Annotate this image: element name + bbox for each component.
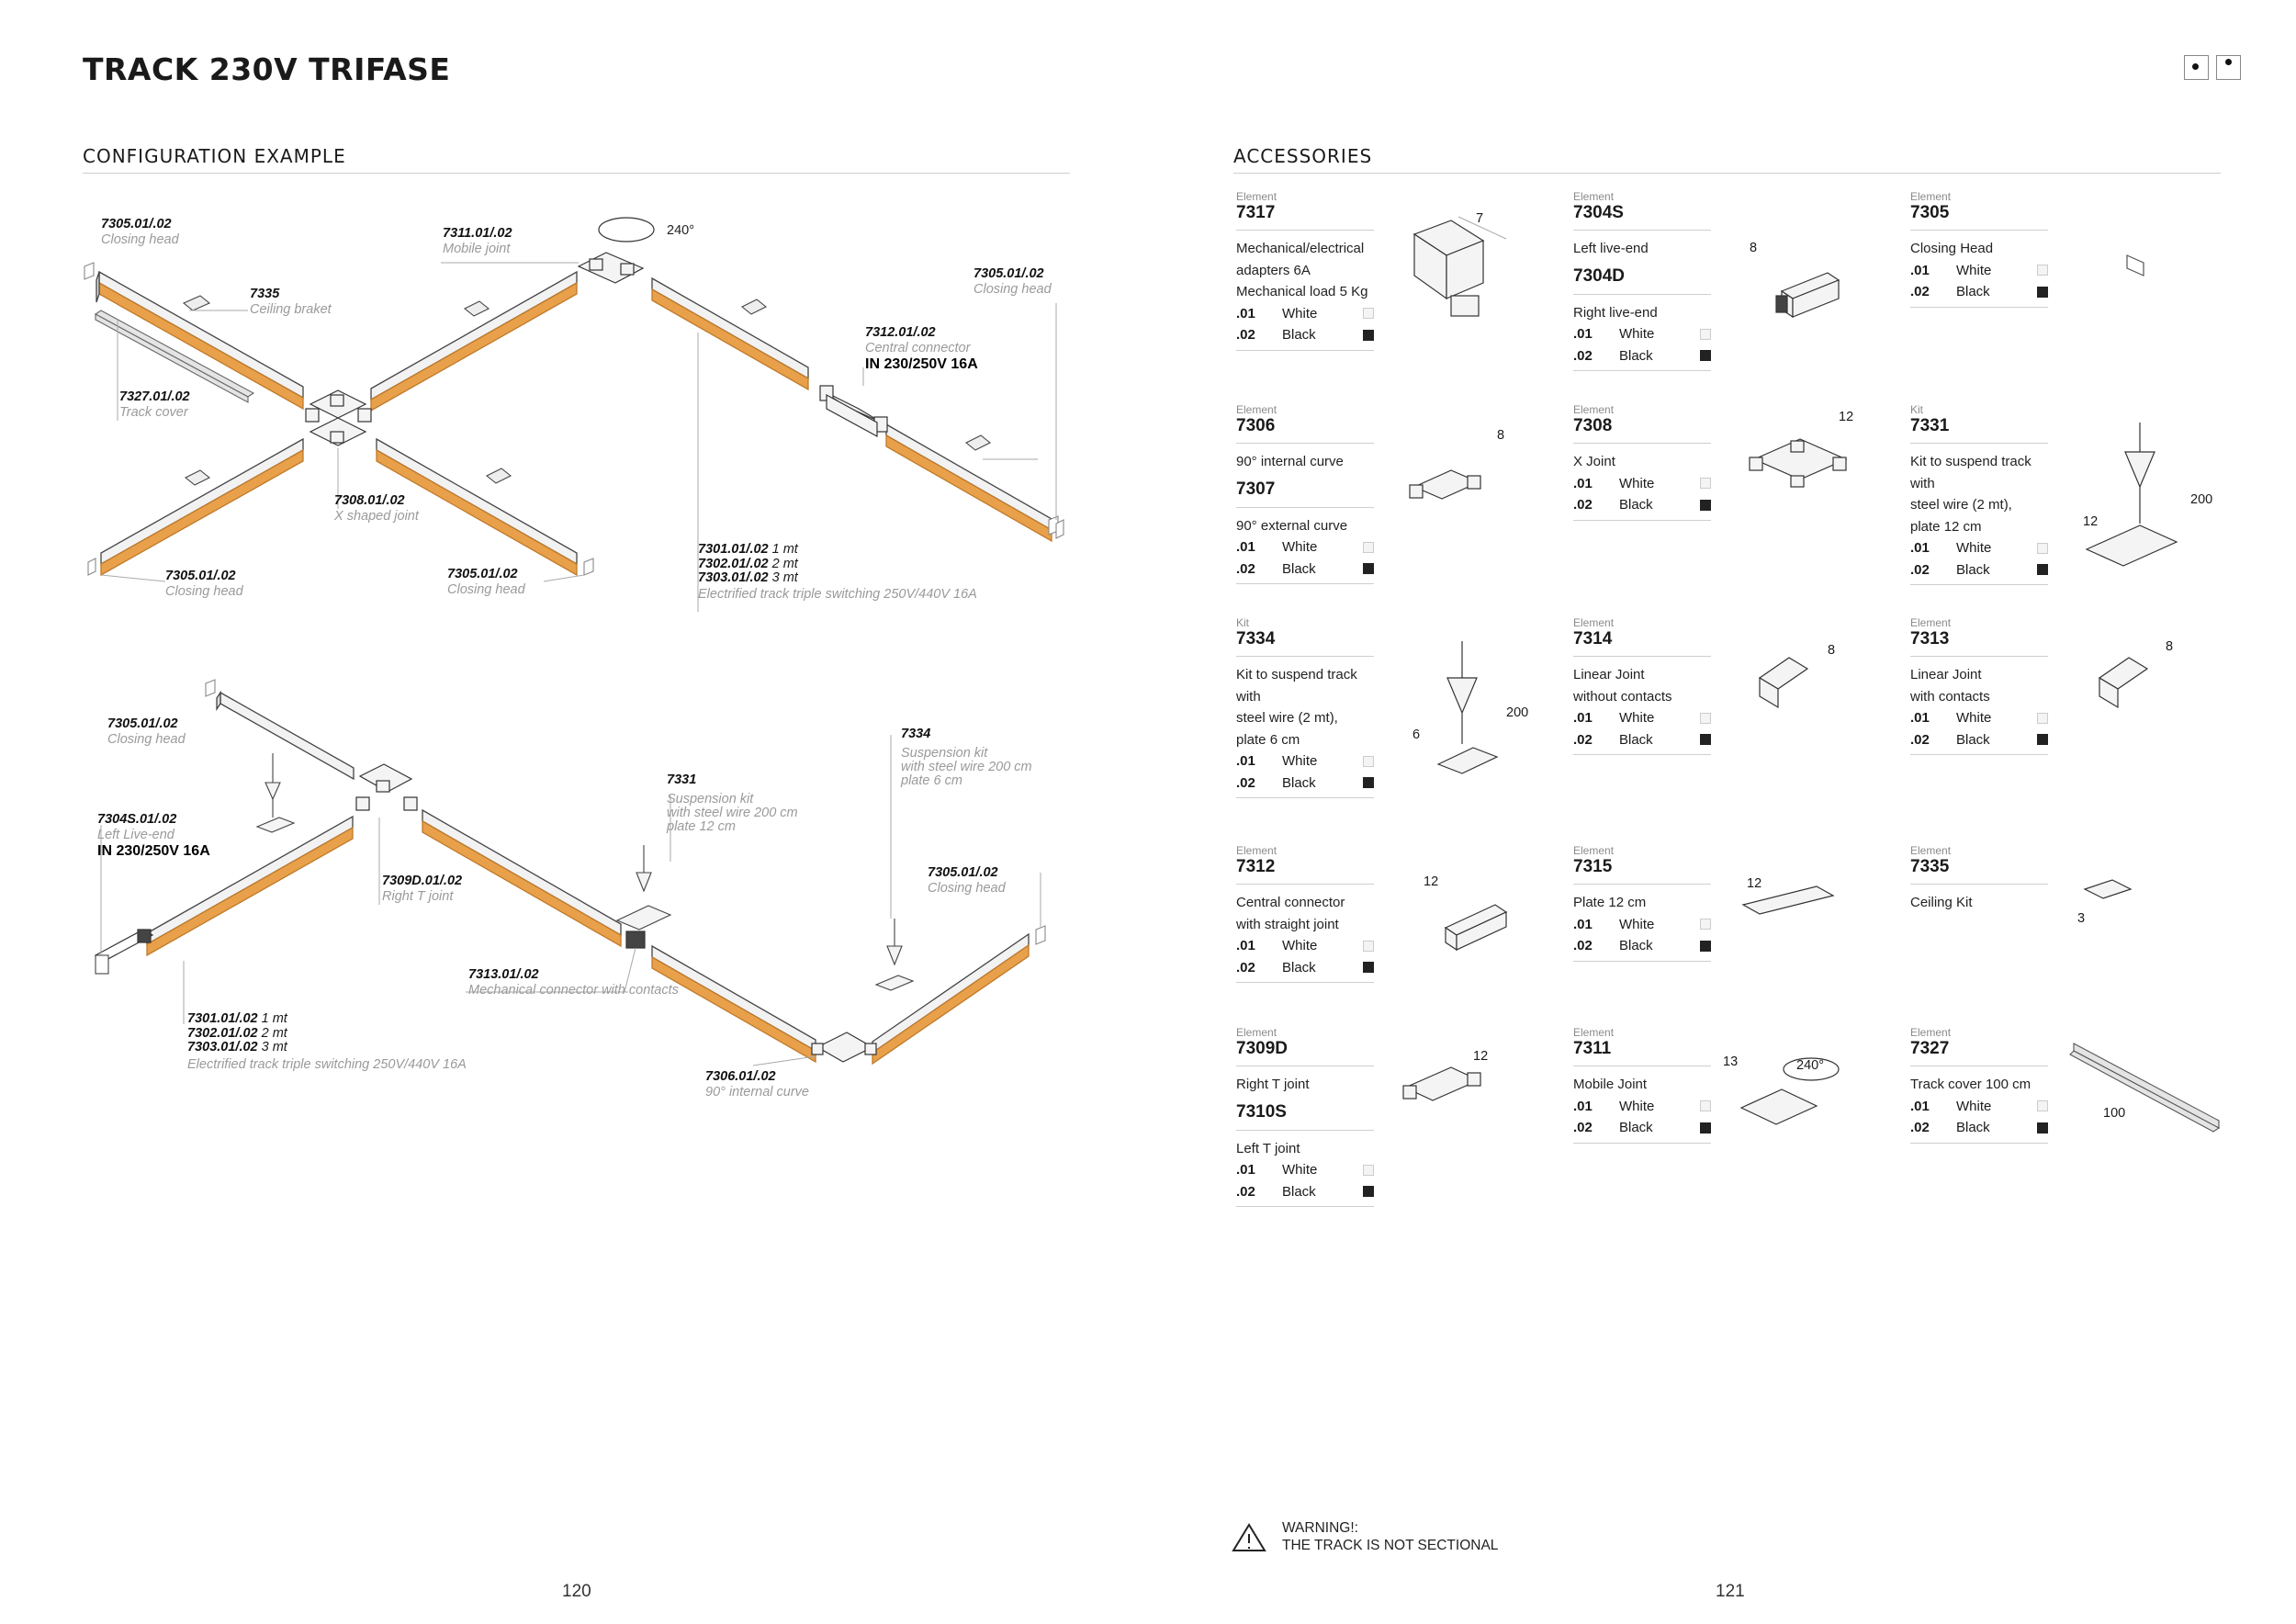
accessory-7331	[1910, 404, 2048, 592]
color-swatch	[1363, 777, 1374, 788]
label-closing-head: 7305.01/.02 Closing head	[447, 567, 525, 597]
leader-lines	[101, 263, 1056, 1066]
accessory-desc: Kit to suspend track	[1236, 667, 1357, 682]
variant-black: .02 Black	[1910, 281, 2048, 303]
label-closing-head: 7305.01/.02 Closing head	[101, 217, 179, 247]
page-number-right: 121	[1716, 1582, 1745, 1601]
accessory-desc: Plate 12 cm	[1573, 895, 1647, 910]
variant-white: .01 White	[1573, 1096, 1711, 1118]
accessory-kind: Element	[1573, 403, 1615, 416]
accessory-desc: Linear Joint	[1910, 667, 1982, 682]
accessory-kind: Element	[1910, 844, 1952, 857]
variant-black: .02 Black	[1236, 957, 1374, 979]
color-swatch	[2037, 713, 2048, 724]
curve-illustration	[1410, 470, 1480, 499]
dimension-label: 8	[1828, 643, 1836, 658]
accessory-desc: adapters 6A	[1236, 262, 1311, 278]
accessory-desc: steel wire (2 mt),	[1910, 497, 2012, 513]
mobile-joint-illustration	[1741, 1058, 1839, 1124]
label-central-connector: 7312.01/.02 Central connector IN 230/250V 16A	[865, 325, 978, 372]
section-accessories: ACCESSORIES	[1233, 145, 1373, 167]
color-swatch	[1700, 1122, 1711, 1133]
accessory-desc: Closing Head	[1910, 241, 1994, 256]
label-closing-head: 7305.01/.02 Closing head	[107, 716, 186, 747]
color-swatch	[1363, 1165, 1374, 1176]
accessory-desc: without contacts	[1573, 688, 1672, 705]
accessory-desc: Left T joint	[1236, 1140, 1300, 1156]
accessory-desc: 90° external curve	[1236, 517, 1348, 534]
accessory-7308	[1573, 404, 1711, 528]
mobile-joint	[579, 218, 654, 283]
color-swatch	[1700, 329, 1711, 340]
color-swatch	[2037, 287, 2048, 298]
track-segment	[652, 278, 808, 389]
variant-white: .01 White	[1910, 260, 2048, 282]
accessory-desc: plate 6 cm	[1236, 731, 1300, 748]
accessory-7327	[1910, 1027, 2048, 1151]
label-electrified-track: 7301.01/.02 1 mt 7302.01/.02 2 mt 7303.01/.02 3 mt Electrified track triple switching 250V/440V 16A	[698, 542, 977, 602]
label-track-cover: 7327.01/.02 Track cover	[119, 389, 190, 420]
accessory-7313	[1910, 617, 2048, 762]
accessory-code: 7334	[1236, 629, 1276, 648]
dimension-label: 100	[2103, 1106, 2126, 1121]
accessory-desc: Mobile Joint	[1573, 1077, 1648, 1092]
accessory-desc: with	[1910, 475, 1935, 491]
accessory-code: 7309D	[1236, 1039, 1288, 1058]
linear-joint	[626, 931, 645, 948]
x-joint	[306, 390, 371, 445]
label-closing-head: 7305.01/.02 Closing head	[974, 266, 1052, 297]
accessory-code: 7331	[1910, 416, 1950, 435]
accessory-code: 7305	[1910, 203, 1950, 222]
variant-black: .02 Black	[1573, 1117, 1711, 1139]
color-swatch	[1363, 563, 1374, 574]
t-joint	[356, 764, 417, 810]
color-swatch	[2037, 1100, 2048, 1111]
accessory-7306	[1236, 404, 1374, 592]
variant-black: .02 Black	[1573, 729, 1711, 751]
dimension-label: 12	[2083, 514, 2099, 529]
accessory-desc: Track cover 100 cm	[1910, 1077, 2032, 1092]
accessory-code: 7304D	[1573, 265, 1625, 286]
accessory-kind: Element	[1573, 1026, 1615, 1039]
variant-white: .01 White	[1910, 707, 2048, 729]
accessory-desc: with straight joint	[1236, 916, 1339, 932]
dimension-label: 13	[1723, 1054, 1739, 1069]
t-joint-illustration	[1403, 1067, 1480, 1100]
corner-joint	[812, 1032, 876, 1062]
label-closing-head: 7305.01/.02 Closing head	[928, 865, 1006, 896]
dimension-label: 12	[1747, 876, 1762, 891]
variant-white: .01 White	[1236, 303, 1374, 325]
adapter-illustration	[1414, 217, 1506, 316]
color-swatch	[2037, 543, 2048, 554]
accessory-desc: Left live-end	[1573, 241, 1649, 256]
variant-black: .02 Black	[1236, 324, 1374, 346]
label-x-joint: 7308.01/.02 X shaped joint	[334, 493, 419, 524]
color-swatch	[1363, 330, 1374, 341]
dimension-label: 200	[2190, 492, 2213, 507]
accessory-desc: Right live-end	[1573, 304, 1658, 321]
accessory-code: 7312	[1236, 857, 1276, 876]
accessory-kind: Element	[1910, 616, 1952, 629]
accessory-kind: Element	[1910, 190, 1952, 203]
color-swatch	[1700, 919, 1711, 930]
label-suspension-kit-7331: 7331 Suspension kit with steel wire 200 cm plate 12 cm	[667, 773, 798, 834]
accessory-code: 7335	[1910, 857, 1950, 876]
accessory-7314	[1573, 617, 1711, 762]
label-left-live-end: 7304S.01/.02 Left Live-end IN 230/250V 16A	[97, 812, 210, 859]
accessory-code: 7308	[1573, 416, 1613, 435]
label-electrified-track: 7301.01/.02 1 mt 7302.01/.02 2 mt 7303.01/.02 3 mt Electrified track triple switching 250V/440V 16A	[187, 1011, 467, 1072]
accessory-7312	[1236, 845, 1374, 990]
page-title: TRACK 230V TRIFASE	[83, 51, 451, 87]
dimension-label: 8	[2166, 639, 2174, 654]
accessory-kind: Element	[1236, 844, 1277, 857]
variant-black: .02 Black	[1236, 1181, 1374, 1203]
color-swatch	[1700, 713, 1711, 724]
variant-white: .01 White	[1910, 1096, 2048, 1118]
accessory-desc: 90° internal curve	[1236, 454, 1344, 469]
variant-white: .01 White	[1573, 323, 1711, 345]
dimension-label: 12	[1839, 410, 1854, 424]
variant-black: .02 Black	[1910, 559, 2048, 581]
central-connector-illustration	[1446, 905, 1506, 950]
accessory-kind: Element	[1236, 190, 1277, 203]
warning-icon	[1233, 1525, 1265, 1551]
accessory-desc: steel wire (2 mt),	[1236, 710, 1338, 726]
accessory-kind: Element	[1573, 844, 1615, 857]
accessory-code: 7306	[1236, 416, 1276, 435]
color-swatch	[1700, 941, 1711, 952]
variant-white: .01 White	[1573, 707, 1711, 729]
track-segment	[101, 439, 303, 575]
accessory-code: 7314	[1573, 629, 1613, 648]
accessory-7335	[1910, 845, 2048, 914]
accessory-7309	[1236, 1027, 1374, 1214]
accessory-7304	[1573, 191, 1711, 378]
variant-black: .02 Black	[1236, 558, 1374, 581]
accessory-desc: Kit to suspend track	[1910, 454, 2032, 469]
track-segment	[217, 693, 354, 779]
accessory-code: 7311	[1573, 1039, 1612, 1058]
variant-white: .01 White	[1236, 536, 1374, 558]
label-right-t-joint: 7309D.01/.02 Right T joint	[382, 874, 463, 904]
color-swatch	[2037, 265, 2048, 276]
color-swatch	[1700, 350, 1711, 361]
dimension-label: 8	[1497, 428, 1505, 443]
color-swatch	[2037, 1122, 2048, 1133]
accessory-desc: plate 12 cm	[1910, 518, 1982, 535]
accessory-code: 7304S	[1573, 203, 1624, 222]
variant-white: .01 White	[1236, 750, 1374, 773]
color-swatch	[2037, 564, 2048, 575]
track-segment	[371, 272, 577, 411]
color-swatch	[1700, 478, 1711, 489]
suspension-kit	[257, 753, 913, 990]
live-end	[96, 930, 152, 974]
track-segment	[652, 946, 816, 1062]
dimension-label: 12	[1473, 1049, 1489, 1064]
accessory-desc: Mechanical load 5 Kg	[1236, 284, 1368, 299]
ceiling-bracket	[184, 296, 990, 485]
angle-label: 240°	[1796, 1058, 1824, 1073]
dimension-label: 12	[1424, 874, 1439, 889]
color-swatch	[1700, 500, 1711, 511]
color-swatch	[2037, 734, 2048, 745]
accessory-code: 7310S	[1236, 1101, 1287, 1122]
variant-white: .01 White	[1236, 1159, 1374, 1181]
color-swatch	[1363, 941, 1374, 952]
accessory-kind: Kit	[1910, 403, 1924, 416]
accessory-code: 7313	[1910, 629, 1950, 648]
color-swatch	[1700, 1100, 1711, 1111]
dimension-label: 6	[1412, 727, 1421, 742]
section-configuration: CONFIGURATION EXAMPLE	[83, 145, 346, 167]
label-ceiling-bracket: 7335 Ceiling braket	[250, 287, 332, 317]
accessory-code: 7307	[1236, 479, 1276, 499]
accessory-code: 7327	[1910, 1039, 1950, 1058]
label-suspension-kit-7334: 7334 Suspension kit with steel wire 200 cm plate 6 cm	[901, 727, 1032, 788]
accessory-7334	[1236, 617, 1374, 806]
accessory-desc: Ceiling Kit	[1910, 895, 1973, 910]
accessory-desc: Central connector	[1236, 895, 1345, 910]
label-closing-head: 7305.01/.02 Closing head	[165, 569, 243, 599]
dimension-label: 8	[1750, 241, 1758, 255]
closing-head	[206, 680, 1045, 944]
accessory-kind: Element	[1910, 1026, 1952, 1039]
warning-text: WARNING!: THE TRACK IS NOT SECTIONAL	[1282, 1520, 1499, 1553]
ceiling-kit-illustration	[2085, 880, 2131, 898]
variant-black: .02 Black	[1910, 729, 2048, 751]
closing-head-illustration	[2127, 255, 2144, 276]
accessory-kind: Element	[1236, 403, 1277, 416]
track-cover-illustration	[2070, 1043, 2219, 1132]
variant-black: .02 Black	[1236, 773, 1374, 795]
color-swatch	[1363, 308, 1374, 319]
accessory-desc: with	[1236, 688, 1261, 705]
closing-head	[84, 263, 1064, 575]
dimension-label: 7	[1476, 211, 1484, 226]
accessory-kind: Element	[1573, 616, 1615, 629]
accessory-desc: X Joint	[1573, 454, 1615, 469]
accessory-7315	[1573, 845, 1711, 969]
accessory-7311	[1573, 1027, 1711, 1151]
label-internal-curve: 7306.01/.02 90° internal curve	[705, 1069, 809, 1100]
accessory-7305	[1910, 191, 2048, 315]
label-mobile-joint: 7311.01/.02 Mobile joint	[443, 226, 512, 256]
accessory-7317	[1236, 191, 1374, 358]
variant-white: .01 White	[1236, 935, 1374, 957]
central-connector	[820, 386, 887, 436]
accessory-code: 7317	[1236, 203, 1276, 222]
label-angle: 240°	[667, 223, 694, 238]
live-end-illustration	[1776, 273, 1839, 317]
color-swatch	[1363, 962, 1374, 973]
accessory-kind: Element	[1236, 1026, 1277, 1039]
accessory-desc: Linear Joint	[1573, 667, 1645, 682]
accessory-kind: Element	[1573, 190, 1615, 203]
variant-white: .01 White	[1910, 537, 2048, 559]
dimension-label: 200	[1506, 705, 1529, 720]
variant-black: .02 Black	[1573, 935, 1711, 957]
variant-black: .02 Black	[1573, 345, 1711, 367]
variant-black: .02 Black	[1573, 494, 1711, 516]
x-joint-illustration	[1750, 439, 1846, 487]
page-number-left: 120	[562, 1582, 591, 1601]
accessory-desc: Right T joint	[1236, 1077, 1310, 1092]
accessory-code: 7315	[1573, 857, 1613, 876]
color-swatch	[1700, 734, 1711, 745]
variant-black: .02 Black	[1910, 1117, 2048, 1139]
dimension-label: 3	[2077, 911, 2086, 926]
label-mechanical-connector: 7313.01/.02 Mechanical connector with contacts	[468, 967, 679, 998]
accessory-desc: with contacts	[1910, 688, 1990, 705]
color-swatch	[1363, 542, 1374, 553]
color-swatch	[1363, 756, 1374, 767]
accessory-kind: Kit	[1236, 616, 1250, 629]
variant-white: .01 White	[1573, 914, 1711, 936]
variant-white: .01 White	[1573, 473, 1711, 495]
color-swatch	[1363, 1186, 1374, 1197]
accessory-desc: Mechanical/electrical	[1236, 241, 1365, 256]
